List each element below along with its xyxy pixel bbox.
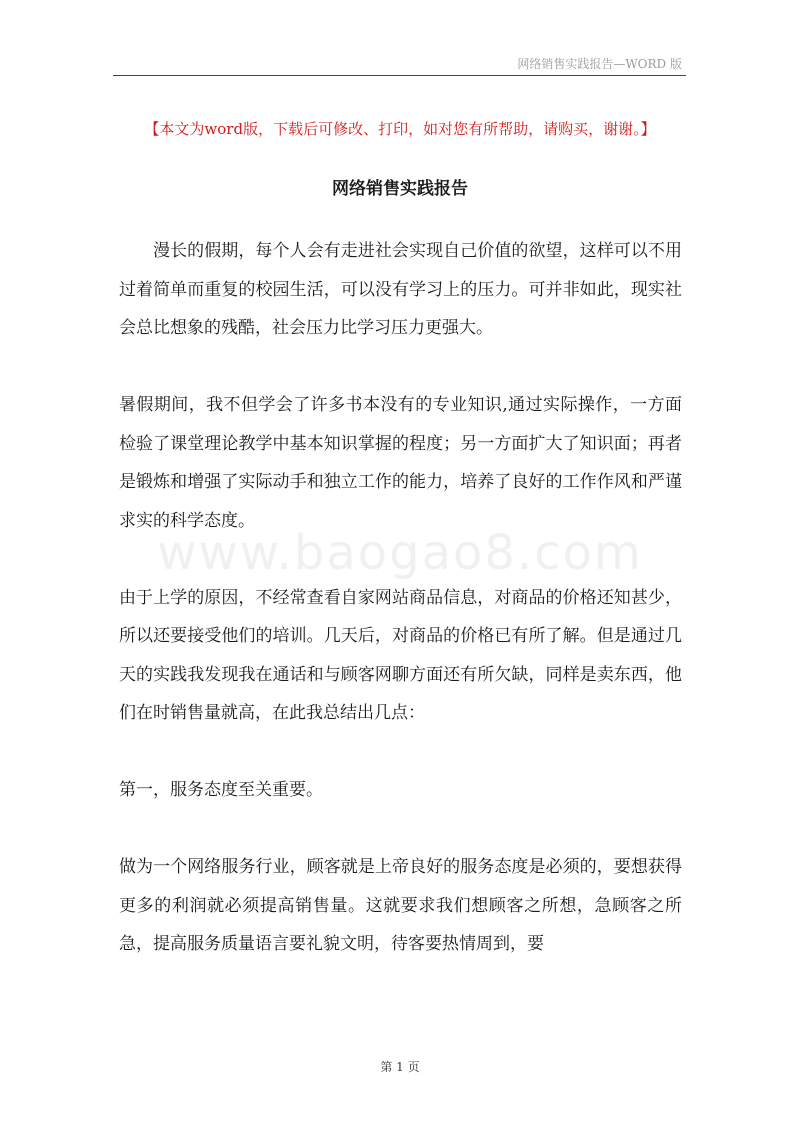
watermark: www.baogao8.com: [157, 525, 643, 581]
paragraph-summer: 暑假期间，我不但学会了许多书本没有的专业知识,通过实际操作，一方面检验了课堂理论教学中基本知识掌握的程度；另一方面扩大了知识面；再者是锻炼和增强了实际动手和独立工作的能力，培养了良好的工作作风和严谨求实的科学态度。: [119, 395, 682, 531]
header-title: 网络销售实践报告—WORD 版: [517, 57, 682, 71]
purchase-notice: 【本文为word版，下载后可修改、打印，如对您有所帮助，请购买，谢谢。】: [144, 120, 656, 138]
paragraph-service: 做为一个网络服务行业，顾客就是上帝良好的服务态度是必须的，要想获得更多的利润就必须提高销售量。这就要求我们想顾客之所想，急顾客之所急，提高服务质量语言要礼貌文明，待客要热情周到，要: [119, 857, 682, 954]
document-title: 网络销售实践报告: [332, 179, 468, 199]
header-divider: [113, 75, 686, 76]
document-body: [119, 232, 682, 964]
paragraph-point-one: 第一，服务态度至关重要。: [119, 780, 323, 800]
paragraph-training: 由于上学的原因，不经常查看自家网站商品信息，对商品的价格还知甚少，所以还要接受他们的培训。几天后，对商品的价格已有所了解。但是通过几天的实践我发现我在通话和与顾客网聊方面还有所欠缺，同样是卖东西，他们在时销售量就高，在此我总结出几点：: [119, 587, 682, 723]
paragraph-intro: 漫长的假期，每个人会有走进社会实现自己价值的欲望，这样可以不用过着简单而重复的校园生活，可以没有学习上的压力。可并非如此，现实社会总比想象的残酷，社会压力比学习压力更强大。: [119, 241, 682, 338]
page-number: 第 1 页: [380, 1060, 420, 1074]
